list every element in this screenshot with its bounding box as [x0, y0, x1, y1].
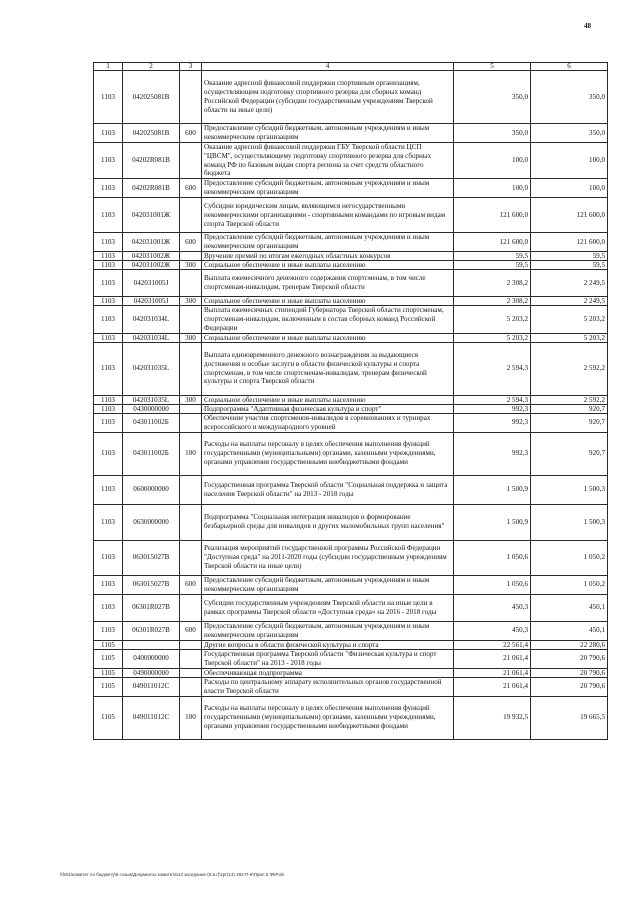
table-row	[94, 649, 608, 668]
cell-name: Оказание адресной финансовой поддержки ГБУ Тверской области ЦСП "ЦВСМ", осуществляющему подготовку спортивного резерва для сборных команд РФ по базовым видам спорта региона за счет средств областного бюджета	[202, 143, 454, 179]
cell-name: Предоставление субсидий бюджетным, автономным учреждениям и иным некоммерческим организациям	[202, 233, 454, 252]
cell-name: Социальное обеспечение и иные выплаты населению	[202, 261, 454, 270]
cell-name: Выплата ежемесячных стипендий Губернатора Тверской области спортсменам, спортсменам-инвалидам, включенным в состав сборных команд Российской Федерации	[202, 306, 454, 333]
cell-expense-type	[180, 404, 202, 413]
table-row	[94, 413, 608, 432]
cell-name: Обеспечение участия спортсменов-инвалидов в соревнованиях и турнирах всероссийского и международного уровней	[202, 413, 454, 432]
cell-value-1: 21 061,4	[454, 649, 531, 668]
cell-expense-type	[180, 540, 202, 575]
cell-name: Субсидии юридическим лицам, являющимся негосударственными некоммерческими организациями - спортивными командами по игровым видам спорта Тверской области	[202, 198, 454, 233]
cell-code: 0600000000	[123, 475, 180, 504]
cell-value-1: 450,3	[454, 594, 531, 621]
table-row	[94, 297, 608, 306]
cell-value-1: 59,5	[454, 261, 531, 270]
header-col-code: 2	[123, 63, 180, 71]
cell-section: 1103	[94, 71, 123, 124]
table-row	[94, 696, 608, 739]
table-row	[94, 540, 608, 575]
cell-name: Оказание адресной финансовой поддержки спортивным организациям, осуществляющим подготовку спортивного резерва для сборных команд Российской Федерации (субсидии государственным учреждениям Тверской области на иные цели)	[202, 71, 454, 124]
cell-code: 042031035L	[123, 395, 180, 404]
cell-expense-type	[180, 677, 202, 696]
cell-section: 1103	[94, 404, 123, 413]
cell-value-1: 350,0	[454, 124, 531, 143]
cell-name: Предоставление субсидий бюджетным, автономным учреждениям и иным некоммерческим организациям	[202, 179, 454, 198]
cell-code: 0630000000	[123, 504, 180, 540]
cell-value-1: 2 308,2	[454, 297, 531, 306]
cell-value-1: 2 594,3	[454, 342, 531, 395]
cell-expense-type	[180, 504, 202, 540]
cell-value-2: 1 500,3	[531, 504, 608, 540]
cell-code: 06301R027В	[123, 594, 180, 621]
cell-value-2: 920,7	[531, 404, 608, 413]
cell-name: Социальное обеспечение и иные выплаты населению	[202, 395, 454, 404]
cell-value-2: 100,0	[531, 179, 608, 198]
cell-section: 1105	[94, 677, 123, 696]
cell-value-2: 121 600,0	[531, 233, 608, 252]
cell-code: 042031002Ж	[123, 252, 180, 261]
cell-code: 0490000000	[123, 668, 180, 677]
cell-code: 042031001Ж	[123, 233, 180, 252]
cell-value-1: 22 561,4	[454, 640, 531, 649]
cell-value-2: 920,7	[531, 432, 608, 475]
cell-value-2: 1 500,3	[531, 475, 608, 504]
cell-section: 1103	[94, 333, 123, 342]
cell-section: 1105	[94, 649, 123, 668]
table-row	[94, 233, 608, 252]
cell-name: Расходы на выплаты персоналу в целях обеспечения выполнения функций государственными (муниципальными) органами, казенными учреждениями, органами управления государственными внебюджетными фондами	[202, 432, 454, 475]
cell-code: 042031005J	[123, 297, 180, 306]
cell-section: 1103	[94, 575, 123, 594]
file-path-footer: \\fs01\комитет по бюджету\6 созыв\Документы комитета\13 заседание (6.6.г)\zpr(13) 282-П-6\Прил 5 ФКР.xls	[60, 872, 285, 877]
cell-expense-type: 600	[180, 124, 202, 143]
cell-section: 1105	[94, 640, 123, 649]
table-row	[94, 668, 608, 677]
table-row	[94, 395, 608, 404]
cell-section: 1103	[94, 297, 123, 306]
cell-expense-type	[180, 252, 202, 261]
cell-value-1: 2 308,2	[454, 270, 531, 297]
cell-value-1: 1 500,9	[454, 475, 531, 504]
cell-expense-type: 600	[180, 575, 202, 594]
cell-section: 1103	[94, 594, 123, 621]
cell-name: Социальное обеспечение и иные выплаты населению	[202, 297, 454, 306]
cell-value-1: 2 594,3	[454, 395, 531, 404]
cell-code: 042031001Ж	[123, 198, 180, 233]
table-row	[94, 270, 608, 297]
table-row	[94, 640, 608, 649]
cell-expense-type	[180, 594, 202, 621]
cell-value-1: 121 600,0	[454, 233, 531, 252]
cell-value-2: 450,1	[531, 594, 608, 621]
cell-name: Расходы по центральному аппарату исполнительных органов государственной власти Тверской области	[202, 677, 454, 696]
cell-name: Обеспечивающая подпрограмма	[202, 668, 454, 677]
cell-section: 1103	[94, 261, 123, 270]
table-body	[94, 71, 608, 740]
cell-value-1: 100,0	[454, 179, 531, 198]
header-col-name: 4	[202, 63, 454, 71]
cell-section: 1103	[94, 475, 123, 504]
cell-value-2: 350,0	[531, 124, 608, 143]
cell-expense-type: 300	[180, 261, 202, 270]
cell-expense-type: 600	[180, 621, 202, 640]
table-row	[94, 404, 608, 413]
cell-value-1: 1 050,6	[454, 575, 531, 594]
table-row	[94, 432, 608, 475]
cell-expense-type: 300	[180, 297, 202, 306]
cell-code: 063015027В	[123, 575, 180, 594]
cell-value-2: 59,5	[531, 252, 608, 261]
cell-name: Предоставление субсидий бюджетным, автономным учреждениям и иным некоммерческим организациям	[202, 621, 454, 640]
cell-expense-type	[180, 306, 202, 333]
cell-code: 042025081В	[123, 124, 180, 143]
cell-name: Подпрограмма "Адаптивная физическая культура и спорт"	[202, 404, 454, 413]
cell-name: Расходы на выплаты персоналу в целях обеспечения выполнения функций государственными (муниципальными) органами, казенными учреждениями, органами управления государственными внебюджетными фондами	[202, 696, 454, 739]
budget-table	[93, 62, 608, 740]
cell-expense-type: 100	[180, 696, 202, 739]
header-col-value-2: 6	[531, 63, 608, 71]
table-row	[94, 475, 608, 504]
cell-name: Вручение премий по итогам ежегодных областных конкурсов	[202, 252, 454, 261]
cell-code: 06301R027В	[123, 621, 180, 640]
table-row	[94, 333, 608, 342]
cell-name: Другие вопросы в области физической культуры и спорта	[202, 640, 454, 649]
cell-expense-type: 100	[180, 432, 202, 475]
cell-code: 049011012С	[123, 677, 180, 696]
table-row	[94, 575, 608, 594]
cell-section: 1105	[94, 668, 123, 677]
cell-section: 1103	[94, 621, 123, 640]
page-number: 48	[584, 22, 591, 30]
cell-section: 1103	[94, 124, 123, 143]
cell-value-1: 350,0	[454, 71, 531, 124]
cell-expense-type: 300	[180, 333, 202, 342]
cell-value-1: 992,3	[454, 432, 531, 475]
cell-section: 1103	[94, 270, 123, 297]
cell-value-2: 1 050,2	[531, 540, 608, 575]
cell-expense-type: 600	[180, 179, 202, 198]
table-row	[94, 252, 608, 261]
cell-expense-type	[180, 270, 202, 297]
cell-value-2: 20 790,6	[531, 677, 608, 696]
cell-value-2: 100,0	[531, 143, 608, 179]
table-row	[94, 143, 608, 179]
cell-name: Реализация мероприятий государственной программы Российской Федерации "Доступная среда" на 2011-2020 годы (субсидии государственным учреждениям Тверской области на иные цели)	[202, 540, 454, 575]
cell-name: Государственная программа Тверской области "Социальная поддержка и защита населения Тверской области" на 2013 - 2018 годы	[202, 475, 454, 504]
cell-value-1: 992,3	[454, 404, 531, 413]
cell-value-1: 1 500,9	[454, 504, 531, 540]
table-row	[94, 179, 608, 198]
cell-expense-type	[180, 640, 202, 649]
cell-value-1: 450,3	[454, 621, 531, 640]
cell-expense-type	[180, 649, 202, 668]
cell-value-2: 450,1	[531, 621, 608, 640]
cell-value-2: 5 203,2	[531, 306, 608, 333]
cell-section: 1103	[94, 432, 123, 475]
cell-code	[123, 640, 180, 649]
table-row	[94, 306, 608, 333]
cell-value-1: 1 050,6	[454, 540, 531, 575]
cell-section: 1103	[94, 143, 123, 179]
cell-section: 1103	[94, 504, 123, 540]
header-row	[94, 63, 608, 71]
table-row	[94, 342, 608, 395]
cell-value-1: 121 600,0	[454, 198, 531, 233]
cell-value-2: 22 280,6	[531, 640, 608, 649]
cell-value-1: 992,3	[454, 413, 531, 432]
cell-section: 1103	[94, 540, 123, 575]
cell-expense-type: 300	[180, 395, 202, 404]
cell-expense-type	[180, 668, 202, 677]
cell-value-2: 920,7	[531, 413, 608, 432]
cell-value-2: 2 592,2	[531, 342, 608, 395]
cell-value-1: 21 061,4	[454, 668, 531, 677]
cell-name: Государственная программа Тверской области "Физическая культура и спорт Тверской области" на 2013 - 2018 годы	[202, 649, 454, 668]
cell-code: 049011012С	[123, 696, 180, 739]
cell-code: 0430000000	[123, 404, 180, 413]
cell-section: 1103	[94, 413, 123, 432]
cell-code: 04202R081В	[123, 179, 180, 198]
cell-value-1: 100,0	[454, 143, 531, 179]
cell-value-2: 5 203,2	[531, 333, 608, 342]
cell-expense-type	[180, 143, 202, 179]
cell-value-1: 5 203,2	[454, 333, 531, 342]
cell-expense-type	[180, 198, 202, 233]
cell-expense-type	[180, 71, 202, 124]
cell-expense-type	[180, 342, 202, 395]
table-row	[94, 594, 608, 621]
cell-value-1: 19 932,5	[454, 696, 531, 739]
cell-expense-type	[180, 475, 202, 504]
cell-section: 1103	[94, 395, 123, 404]
cell-code: 042031005J	[123, 270, 180, 297]
cell-value-2: 20 790,6	[531, 668, 608, 677]
cell-value-1: 21 061,4	[454, 677, 531, 696]
table-row	[94, 198, 608, 233]
cell-value-2: 2 249,5	[531, 270, 608, 297]
cell-code: 0400000000	[123, 649, 180, 668]
cell-code: 042031034L	[123, 333, 180, 342]
cell-value-2: 2 592,2	[531, 395, 608, 404]
table-row	[94, 71, 608, 124]
cell-name: Подпрограмма "Социальная интеграция инвалидов и формирование безбарьерной среды для инвалидов и других маломобильных групп населения"	[202, 504, 454, 540]
header-col-value-1: 5	[454, 63, 531, 71]
cell-name: Предоставление субсидий бюджетным, автономным учреждениям и иным некоммерческим организациям	[202, 124, 454, 143]
cell-code: 063015027В	[123, 540, 180, 575]
cell-name: Выплата единовременного денежного вознаграждения за выдающиеся достижения и особые заслуги в области физической культуры и спорта спортсменам, в том числе спортсменам-инвалидам, тренерам физической культуры и спорта Тверской области	[202, 342, 454, 395]
table-row	[94, 261, 608, 270]
cell-name: Социальное обеспечение и иные выплаты населению	[202, 333, 454, 342]
cell-value-2: 121 600,0	[531, 198, 608, 233]
cell-code: 042031034L	[123, 306, 180, 333]
cell-name: Субсидии государственным учреждениям Тверской области на иные цели в рамках программы Тверской области «Доступная среда» на 2016 - 2018 годы	[202, 594, 454, 621]
table-row	[94, 621, 608, 640]
cell-value-2: 20 790,6	[531, 649, 608, 668]
cell-section: 1103	[94, 252, 123, 261]
cell-code: 042031002Ж	[123, 261, 180, 270]
cell-value-2: 19 665,5	[531, 696, 608, 739]
cell-section: 1103	[94, 306, 123, 333]
table-row	[94, 504, 608, 540]
cell-code: 042025081В	[123, 71, 180, 124]
cell-value-2: 2 249,5	[531, 297, 608, 306]
cell-section: 1103	[94, 198, 123, 233]
cell-value-2: 350,0	[531, 71, 608, 124]
header-col-section: 1	[94, 63, 123, 71]
cell-section: 1103	[94, 179, 123, 198]
cell-section: 1105	[94, 696, 123, 739]
cell-code: 043011002Б	[123, 413, 180, 432]
cell-expense-type: 600	[180, 233, 202, 252]
cell-value-1: 59,5	[454, 252, 531, 261]
cell-expense-type	[180, 413, 202, 432]
cell-value-1: 5 203,2	[454, 306, 531, 333]
cell-name: Выплата ежемесячного денежного содержания спортсменам, в том числе спортсменам-инвалидам, тренерам Тверской области	[202, 270, 454, 297]
cell-section: 1103	[94, 342, 123, 395]
cell-value-2: 1 050,2	[531, 575, 608, 594]
cell-value-2: 59,5	[531, 261, 608, 270]
cell-code: 04202R081В	[123, 143, 180, 179]
cell-section: 1103	[94, 233, 123, 252]
cell-name: Предоставление субсидий бюджетным, автономным учреждениям и иным некоммерческим организациям	[202, 575, 454, 594]
cell-code: 043011002Б	[123, 432, 180, 475]
header-col-type: 3	[180, 63, 202, 71]
cell-code: 042031035L	[123, 342, 180, 395]
table-row	[94, 124, 608, 143]
table-row	[94, 677, 608, 696]
